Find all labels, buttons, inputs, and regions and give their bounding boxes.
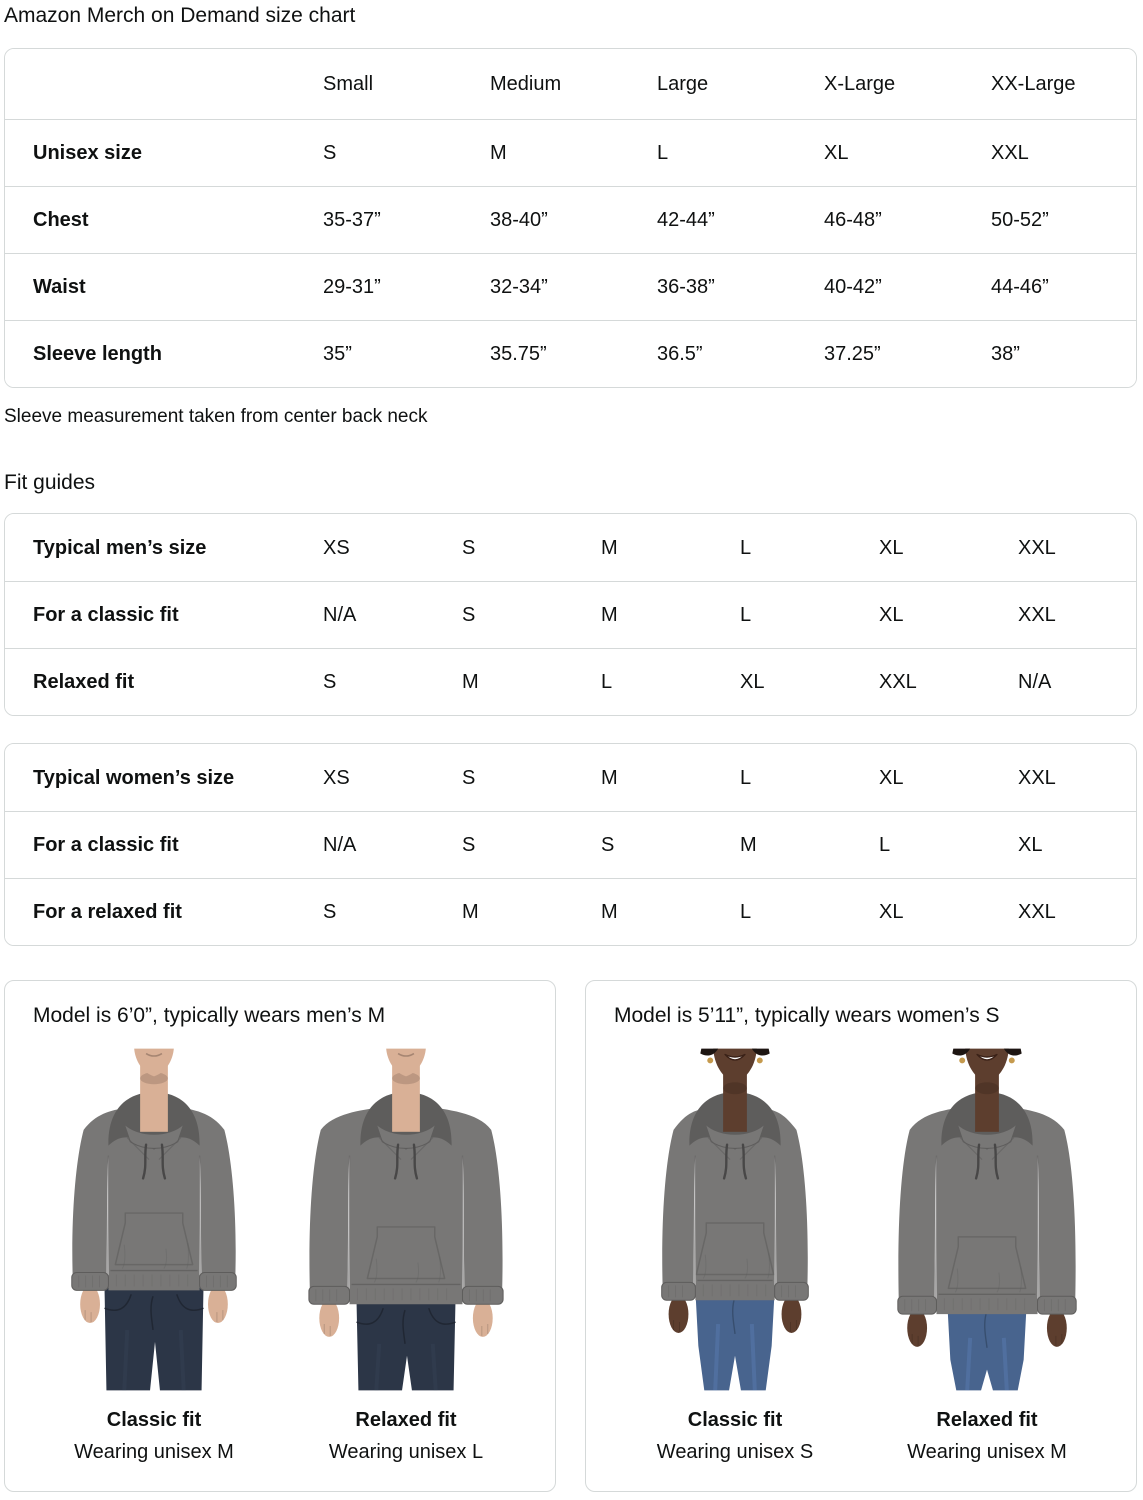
cell: 44-46” <box>991 276 1049 298</box>
cell: S <box>323 901 337 923</box>
cell: 36-38” <box>657 276 715 298</box>
fit-type-label: Classic fit <box>687 1409 783 1431</box>
size-chart-page <box>4 0 1139 1492</box>
cell: XL <box>879 604 904 626</box>
cell: S <box>462 536 476 559</box>
cell: N/A <box>1018 671 1052 693</box>
model-photo <box>297 1047 515 1392</box>
row-label: For a classic fit <box>33 604 179 626</box>
page-title: Amazon Merch on Demand size chart <box>4 4 356 27</box>
cell: XXL <box>1018 604 1056 626</box>
cell: S <box>601 834 615 856</box>
mens-relaxed-figure <box>297 1047 515 1465</box>
fit-type-label: Relaxed fit <box>936 1409 1038 1431</box>
womens-model-heading: Model is 5’11”, typically wears women’s S <box>614 1004 1000 1027</box>
cell: M <box>601 604 618 626</box>
fit-guides-heading: Fit guides <box>4 471 96 494</box>
cell: 35-37” <box>323 209 381 231</box>
cell: XL <box>879 901 904 923</box>
cell: XXL <box>1018 901 1056 923</box>
cell: XXL <box>1018 536 1056 559</box>
column-header: Large <box>657 73 709 95</box>
column-header: Small <box>323 73 374 95</box>
cell: N/A <box>323 834 357 856</box>
fit-type-label: Relaxed fit <box>355 1409 457 1431</box>
fit-type-label: Classic fit <box>106 1409 202 1431</box>
womens-classic-figure <box>626 1047 844 1465</box>
cell: XL <box>824 142 849 164</box>
row-label: Relaxed fit <box>33 671 135 693</box>
cell: S <box>462 766 476 789</box>
table-row <box>5 581 1136 648</box>
mens-fit-table <box>4 513 1137 716</box>
cell: L <box>879 834 891 856</box>
cell: N/A <box>323 604 357 626</box>
cell: 50-52” <box>991 209 1049 231</box>
womens-model-card <box>585 980 1137 1492</box>
cell: 35.75” <box>490 343 547 365</box>
cell: XS <box>323 536 350 559</box>
cell: XXL <box>879 671 917 693</box>
mens-model-card <box>4 980 556 1492</box>
cell: XXL <box>991 142 1029 164</box>
table-row <box>5 878 1136 945</box>
womens-relaxed-figure <box>878 1047 1096 1465</box>
cell: M <box>740 834 757 856</box>
cell: 36.5” <box>657 343 703 365</box>
model-photo <box>626 1047 844 1392</box>
cell: M <box>601 536 618 559</box>
row-label: Chest <box>33 209 89 231</box>
cell: 37.25” <box>824 343 881 365</box>
cell: M <box>462 671 479 693</box>
row-label: For a classic fit <box>33 834 179 856</box>
sleeve-measurement-note: Sleeve measurement taken from center back neck <box>4 406 428 427</box>
cell: 35” <box>323 343 352 365</box>
row-label: Waist <box>33 276 86 298</box>
table-row <box>5 253 1136 320</box>
cell: M <box>601 766 618 789</box>
column-header: XX-Large <box>991 73 1076 95</box>
cell: L <box>601 671 613 693</box>
wearing-size-label: Wearing unisex L <box>328 1441 484 1463</box>
cell: XL <box>879 766 904 789</box>
cell: L <box>740 901 752 923</box>
cell: 32-34” <box>490 276 548 298</box>
mens-figures <box>5 1047 555 1465</box>
table-row <box>5 119 1136 186</box>
cell: XL <box>740 671 765 693</box>
model-photo <box>878 1047 1096 1392</box>
row-label: Sleeve length <box>33 343 162 365</box>
cell: 40-42” <box>824 276 882 298</box>
womens-fit-table <box>4 743 1137 946</box>
cell: 29-31” <box>323 276 381 298</box>
cell: 42-44” <box>657 209 715 231</box>
row-label: Unisex size <box>33 142 142 164</box>
table-row <box>5 811 1136 878</box>
cell: M <box>601 901 618 923</box>
cell: XL <box>1018 834 1043 856</box>
model-cards <box>4 980 1139 1492</box>
cell: M <box>462 901 479 923</box>
cell: 46-48” <box>824 209 882 231</box>
wearing-size-label: Wearing unisex M <box>74 1441 234 1463</box>
cell: S <box>462 834 476 856</box>
cell: S <box>323 142 337 164</box>
cell: L <box>740 604 752 626</box>
womens-figures <box>586 1047 1136 1465</box>
model-photo <box>45 1047 263 1392</box>
cell: S <box>462 604 476 626</box>
cell: S <box>323 671 337 693</box>
wearing-size-label: Wearing unisex S <box>656 1441 814 1463</box>
row-label: Typical men’s size <box>33 536 207 559</box>
cell: L <box>740 766 752 789</box>
cell: M <box>490 142 507 164</box>
mens-model-heading: Model is 6’0”, typically wears men’s M <box>33 1004 386 1027</box>
cell: XS <box>323 766 350 789</box>
cell: XL <box>879 536 904 559</box>
unisex-size-table <box>4 48 1137 388</box>
table-row <box>5 648 1136 715</box>
table-row <box>5 320 1136 387</box>
row-label: Typical women’s size <box>33 766 235 789</box>
cell: 38-40” <box>490 209 548 231</box>
cell: L <box>657 142 669 164</box>
wearing-size-label: Wearing unisex M <box>907 1441 1067 1463</box>
cell: 38” <box>991 343 1020 365</box>
table-row <box>5 186 1136 253</box>
row-label: For a relaxed fit <box>33 901 182 923</box>
column-header: Medium <box>490 73 562 95</box>
cell: L <box>740 536 752 559</box>
cell: XXL <box>1018 766 1056 789</box>
column-header: X-Large <box>824 73 896 95</box>
table-row <box>5 744 1136 811</box>
table-header-row <box>5 49 1136 119</box>
table-row <box>5 514 1136 581</box>
mens-classic-figure <box>45 1047 263 1465</box>
